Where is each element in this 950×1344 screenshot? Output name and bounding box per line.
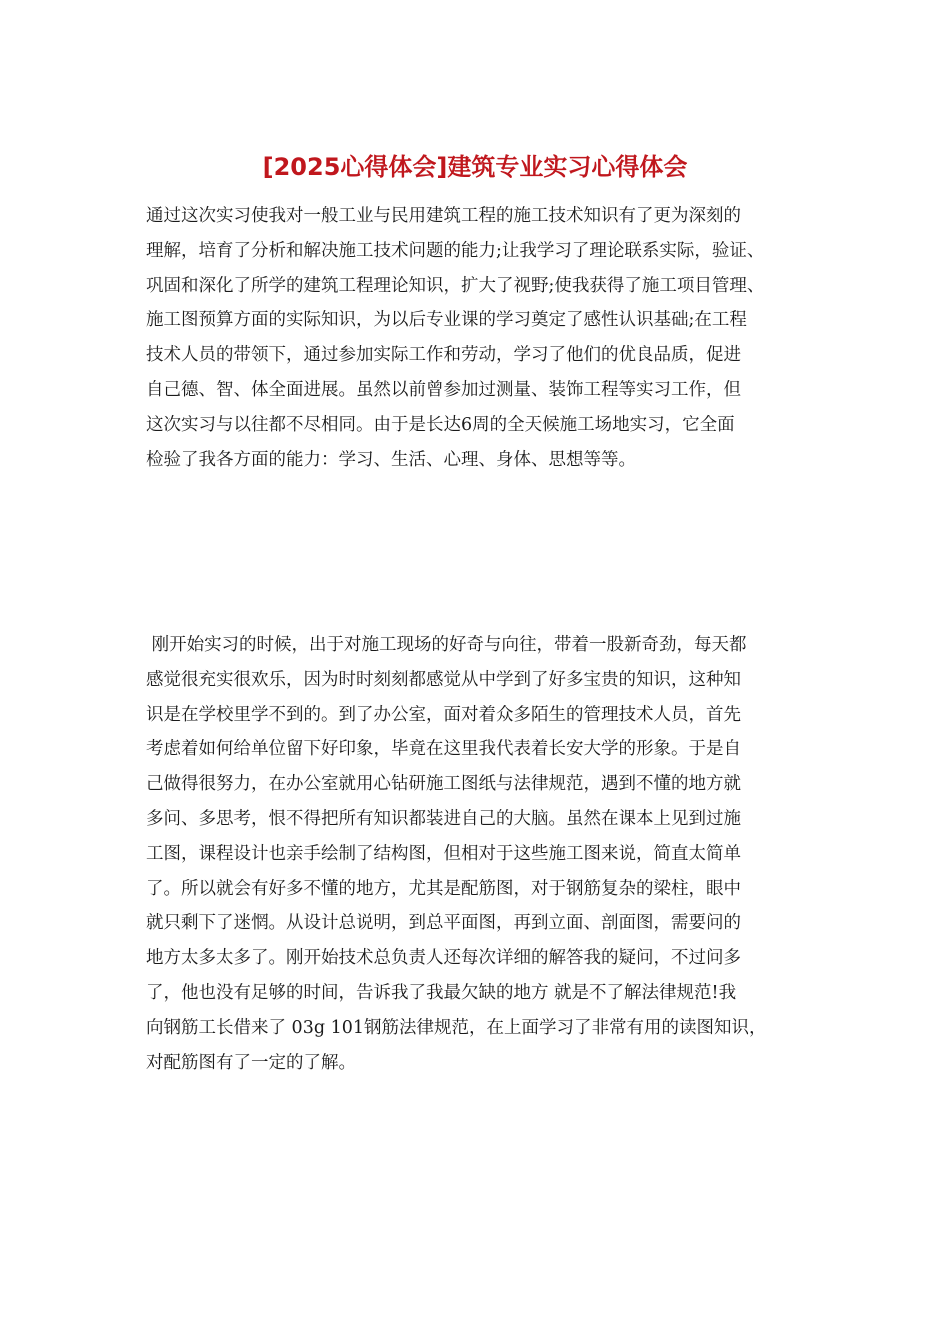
text-line: 考虑着如何给单位留下好印象，毕竟在这里我代表着长安大学的形象。于是自 <box>146 739 741 760</box>
text-line: 对配筋图有了一定的了解。 <box>146 1052 356 1073</box>
text-line: 多问、多思考，恨不得把所有知识都装进自己的大脑。虽然在课本上见到过施 <box>146 808 741 829</box>
text-line: 地方太多太多了。刚开始技术总负责人还每次详细的解答我的疑问，不过问多 <box>146 948 741 969</box>
text-line: 检验了我各方面的能力：学习、生活、心理、身体、思想等等。 <box>146 449 636 470</box>
text-line: 通过这次实习使我对一般工业与民用建筑工程的施工技术知识有了更为深刻的 <box>146 206 741 226</box>
paragraph-1 <box>146 199 826 477</box>
text-line: 这次实习与以往都不尽相同。由于是长达6周的全天候施工场地实习，它全面 <box>146 414 735 435</box>
document-title: [2025心得体会]建筑专业实习心得体会 <box>262 153 688 181</box>
text-line: 己做得很努力，在办公室就用心钻研施工图纸与法律规范，遇到不懂的地方就 <box>146 774 741 795</box>
paragraph-2 <box>146 628 826 1080</box>
text-line: 施工图预算方面的实际知识，为以后专业课的学习奠定了感性认识基础;在工程 <box>146 310 747 331</box>
text-line: 感觉很充实很欢乐，因为时时刻刻都感觉从中学到了好多宝贵的知识，这种知 <box>146 669 741 690</box>
text-line: 识是在学校里学不到的。到了办公室，面对着众多陌生的管理技术人员，首先 <box>146 704 741 725</box>
text-line: 自己德、智、体全面进展。虽然以前曾参加过测量、装饰工程等实习工作，但 <box>146 379 741 400</box>
text-line: 了，他也没有足够的时间，告诉我了我最欠缺的地方 就是不了解法律规范!我 <box>146 982 737 1003</box>
text-line: 了。所以就会有好多不懂的地方，尤其是配筋图，对于钢筋复杂的梁柱，眼中 <box>146 878 741 899</box>
text-line: 理解，培育了分析和解决施工技术问题的能力;让我学习了理论联系实际，验证、 <box>146 240 765 261</box>
text-line: 刚开始实习的时候，出于对施工现场的好奇与向往，带着一股新奇劲，每天都 <box>146 635 747 655</box>
text-line: 工图，课程设计也亲手绘制了结构图，但相对于这些施工图来说，简直太简单 <box>146 843 741 864</box>
text-line: 向钢筋工长借来了 03g 101钢筋法律规范，在上面学习了非常有用的读图知识， <box>146 1017 767 1038</box>
text-line: 技术人员的带领下，通过参加实际工作和劳动，学习了他们的优良品质，促进 <box>146 345 741 366</box>
text-line: 巩固和深化了所学的建筑工程理论知识，扩大了视野;使我获得了施工项目管理、 <box>146 275 765 296</box>
text-line: 就只剩下了迷惘。从设计总说明，到总平面图，再到立面、剖面图，需要问的 <box>146 913 741 934</box>
